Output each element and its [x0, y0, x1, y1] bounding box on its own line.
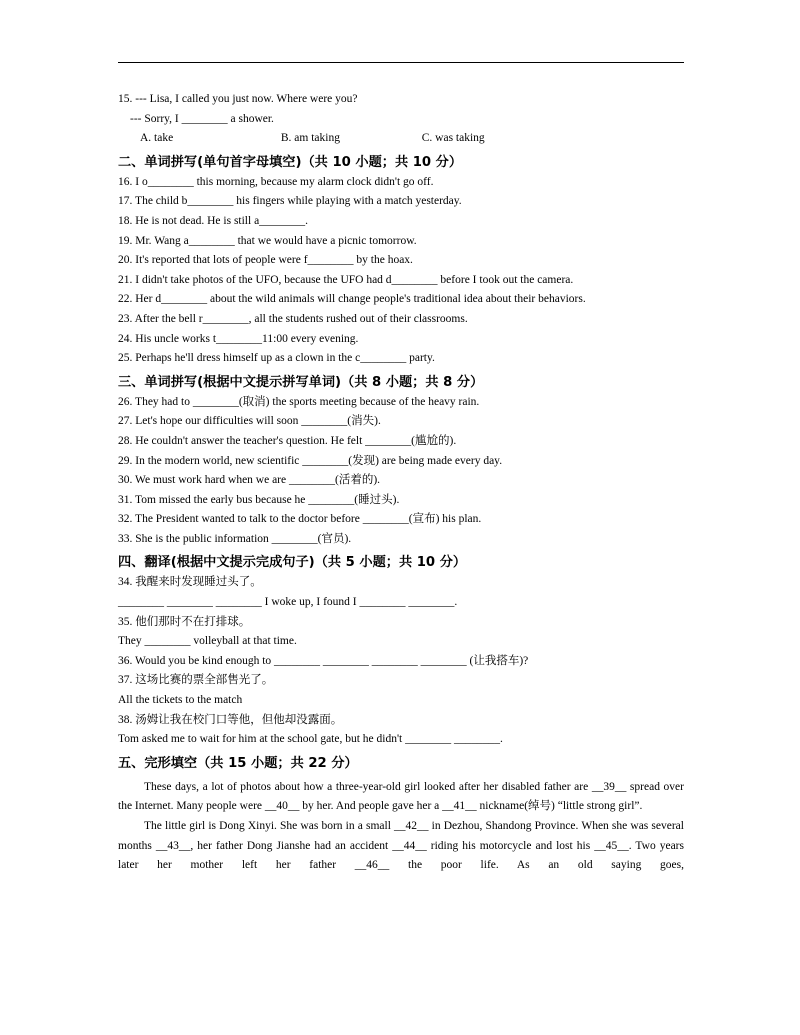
question-35-prompt: 35. 他们那时不在打排球。 — [118, 615, 251, 628]
question-20: 20. It's reported that lots of people were f________ by the hoax. — [118, 254, 413, 267]
question-21: 21. I didn't take photos of the UFO, because the UFO had d________ before I took out the camera. — [118, 273, 574, 286]
question-15: 15. --- Lisa, I called you just now. Where were you? — [118, 93, 358, 105]
question-18: 18. He is not dead. He is still a________. — [118, 214, 309, 227]
question-37-answer: All the tickets to the match — [118, 694, 243, 707]
section-3-heading: 三、单词拼写(根据中文提示拼写单词)（共 8 小题；共 8 分） — [118, 374, 484, 390]
question-37-prompt: 37. 这场比赛的票全部售光了。 — [118, 674, 274, 687]
option-a: A. take — [140, 132, 174, 145]
section-4-heading: 四、翻译(根据中文提示完成句子)（共 5 小题；共 10 分） — [118, 555, 467, 571]
question-15-answer-line: --- Sorry, I ________ a shower. — [130, 112, 274, 125]
question-16: 16. I o________ this morning, because my alarm clock didn't go off. — [118, 175, 434, 188]
question-34-prompt: 34. 我醒来时发现睡过头了。 — [118, 576, 262, 589]
option-b: B. am taking — [280, 132, 340, 145]
question-35-answer: They ________ volleyball at that time. — [118, 635, 297, 648]
question-36: 36. Would you be kind enough to ________ ________ ________ ________ (让我搭车)? — [118, 654, 529, 667]
question-23: 23. After the bell r________, all the students rushed out of their classrooms. — [118, 312, 468, 325]
question-38-answer: Tom asked me to wait for him at the school gate, but he didn't ________ ________. — [118, 733, 503, 746]
question-34-answer: ________ ________ ________ I woke up, I found I ________ ________. — [118, 596, 458, 609]
question-24: 24. His uncle works t________11:00 every evening. — [118, 332, 359, 345]
question-26: 26. They had to ________(取消) the sports meeting because of the heavy rain. — [118, 395, 480, 408]
question-32: 32. The President wanted to talk to the doctor before ________(宣布) his plan. — [118, 513, 482, 526]
question-38-prompt: 38. 汤姆让我在校门口等他，但他却没露面。 — [118, 713, 343, 726]
question-29: 29. In the modern world, new scientific ________(发现) are being made every day. — [118, 454, 503, 467]
question-27: 27. Let's hope our difficulties will soon ________(消失). — [118, 415, 381, 428]
question-30: 30. We must work hard when we are ________(活着的). — [118, 474, 381, 487]
section-5-heading: 五、完形填空（共 15 小题；共 22 分） — [118, 755, 358, 771]
header-rule — [118, 62, 684, 63]
worksheet-content — [118, 92, 684, 876]
question-28: 28. He couldn't answer the teacher's question. He felt ________(尴尬的). — [118, 434, 457, 447]
question-19: 19. Mr. Wang a________ that we would have a picnic tomorrow. — [118, 234, 417, 247]
question-25: 25. Perhaps he'll dress himself up as a clown in the c________ party. — [118, 352, 435, 365]
option-c: C. was taking — [421, 132, 485, 145]
question-22: 22. Her d________ about the wild animals will change people's traditional idea about their behaviors. — [118, 293, 586, 306]
section-2-heading: 二、单词拼写(单句首字母填空)（共 10 小题；共 10 分） — [118, 154, 463, 170]
cloze-paragraph-1: These days, a lot of photos about how a three-year-old girl looked after her disabled father are __39__ spread over the Internet. Many people were __40__ by her. And people gave her a __41__ nickname(绰号) “little strong girl”. — [118, 780, 684, 813]
question-15-options — [118, 131, 684, 151]
question-17: 17. The child b________ his fingers while playing with a match yesterday. — [118, 195, 462, 208]
question-31: 31. Tom missed the early bus because he ________(睡过头). — [118, 493, 400, 506]
question-33: 33. She is the public information ________(官员). — [118, 532, 352, 545]
cloze-paragraph-2: The little girl is Dong Xinyi. She was born in a small __42__ in Dezhou, Shandong Province. When she was several months __43__, her father Dong Jianshe had an accident __44__ riding his motorcycle and lost his __45__. Two years later her mother left her father __46__ the poor life. As an old saying goes, — [118, 820, 684, 872]
